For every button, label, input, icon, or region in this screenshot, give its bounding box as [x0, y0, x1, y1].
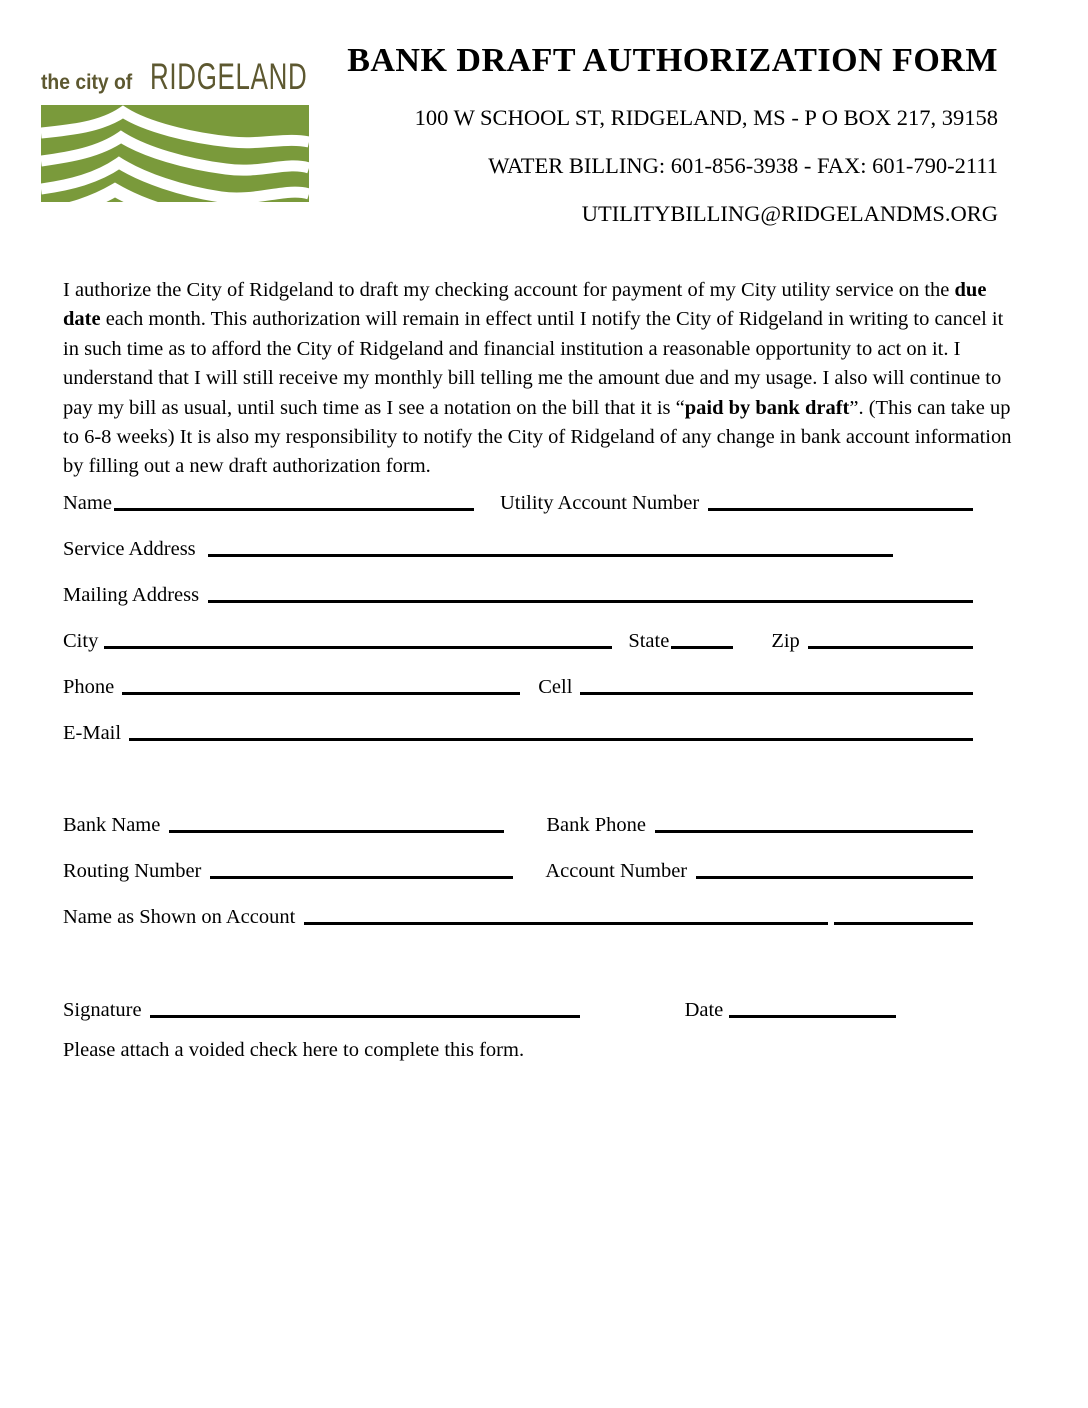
authorization-paragraph: I authorize the City of Ridgeland to draft my checking account for payment of my City utility service on the due date each month. This authorization will remain in effect until I notify the City of Ridgeland in writing to cancel it in such time as to afford the City of Ridgeland and financial institution a reasonable opportunity to act on it. I understand that I will still receive my monthly bill telling me the amount due and my usage. I also will continue to pay my bill as usual, until such time as I see a notation on the bill that it is “paid by bank draft”. (This can take up to 6-8 weeks) It is also my responsibility to notify the City of Ridgeland of any change in bank account information by filling out a new draft authorization form.: [63, 279, 1012, 478]
city-of-ridgeland-logo: [41, 56, 309, 202]
zip-input-line[interactable]: [808, 645, 973, 649]
bank-name-label: Bank Name: [63, 814, 161, 836]
mailing-address-label: Mailing Address: [63, 584, 200, 606]
account-number-label: Account Number: [545, 860, 688, 882]
logo-city-name: RIDGELAND: [150, 56, 308, 97]
email-label: E-Mail: [63, 722, 122, 744]
city-label: City: [63, 630, 99, 652]
row-phone-cell: [63, 673, 973, 700]
bank-phone-input-line[interactable]: [655, 829, 973, 833]
name-input-line[interactable]: [114, 507, 474, 511]
header-address-line: 100 W SCHOOL ST, RIDGELAND, MS - P O BOX 217, 39158: [414, 105, 998, 130]
city-input-line[interactable]: [104, 645, 612, 649]
signature-label: Signature: [63, 999, 142, 1021]
header-block: [347, 42, 998, 249]
bank-name-input-line[interactable]: [169, 829, 504, 833]
spacer: [504, 837, 546, 838]
name-on-account-input-line-2[interactable]: [834, 921, 973, 925]
header-billing-line: WATER BILLING: 601-856-3938 - FAX: 601-790-2111: [488, 153, 998, 178]
ridgeland-waves-icon: [41, 105, 309, 202]
date-label: Date: [684, 999, 724, 1021]
cell-label: Cell: [538, 676, 573, 698]
utility-account-number-input-line[interactable]: [708, 507, 973, 511]
phone-label: Phone: [63, 676, 115, 698]
row-bank-name-phone: [63, 811, 973, 838]
account-number-input-line[interactable]: [696, 875, 973, 879]
email-input-line[interactable]: [129, 737, 973, 741]
state-label: State: [628, 630, 670, 652]
name-label: Name: [63, 492, 112, 514]
row-name-on-account: [63, 903, 973, 930]
row-signature-date: [63, 996, 973, 1023]
spacer: [513, 883, 545, 884]
cell-input-line[interactable]: [580, 691, 973, 695]
name-on-account-label: Name as Shown on Account: [63, 906, 296, 928]
mailing-address-input-line[interactable]: [208, 599, 973, 603]
signature-input-line[interactable]: [150, 1014, 580, 1018]
form-fields: [63, 489, 973, 1062]
row-service-address: [63, 535, 973, 562]
logo-wordmark: [41, 56, 309, 98]
bank-phone-label: Bank Phone: [546, 814, 647, 836]
spacer: [828, 929, 834, 930]
utility-account-number-label: Utility Account Number: [499, 492, 700, 514]
spacer: [580, 1022, 685, 1023]
header-email-line: UTILITYBILLING@RIDGELANDMS.ORG: [581, 201, 998, 226]
phone-input-line[interactable]: [122, 691, 520, 695]
logo-tagline: the city of: [41, 71, 133, 94]
spacer: [733, 653, 771, 654]
routing-number-input-line[interactable]: [210, 875, 513, 879]
service-address-input-line[interactable]: [208, 553, 893, 557]
row-email: [63, 719, 973, 746]
state-input-line[interactable]: [671, 645, 733, 649]
date-input-line[interactable]: [729, 1014, 896, 1018]
row-routing-account: [63, 857, 973, 884]
spacer: [612, 653, 628, 654]
row-name-account: [63, 489, 973, 516]
name-on-account-input-line[interactable]: [304, 921, 828, 925]
row-mailing-address: [63, 581, 973, 608]
service-address-label: Service Address: [63, 538, 196, 560]
page-title: BANK DRAFT AUTHORIZATION FORM: [347, 42, 998, 79]
spacer: [520, 699, 538, 700]
row-city-state-zip: [63, 627, 973, 654]
zip-label: Zip: [771, 630, 800, 652]
spacer: [474, 515, 500, 516]
voided-check-note: Please attach a voided check here to complete this form.: [63, 1039, 525, 1061]
routing-number-label: Routing Number: [63, 860, 202, 882]
